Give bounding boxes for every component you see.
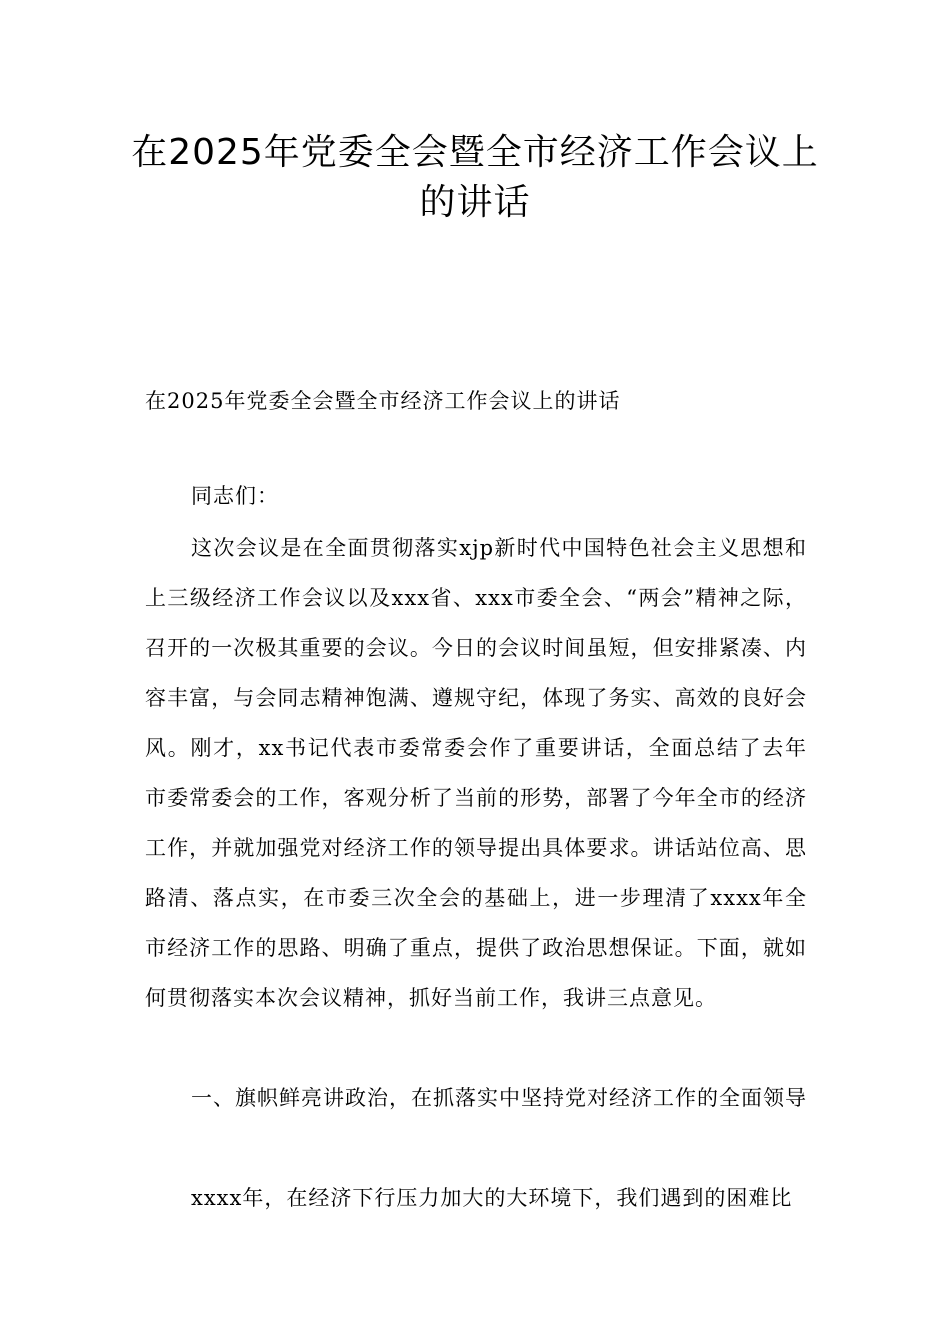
document-title: 在2025年党委全会暨全市经济工作会议上的讲话 [131, 132, 819, 223]
document-subtitle: 在2025年党委全会暨全市经济工作会议上的讲话 [145, 389, 621, 413]
greeting: 同志们： [191, 484, 279, 508]
section-paragraph: xxxx年，在经济下行压力加大的大环境下，我们遇到的困难比 [191, 1186, 793, 1210]
section-heading: 一、旗帜鲜亮讲政治，在抓落实中坚持党对经济工作的全面领导 [191, 1086, 807, 1110]
opening-paragraph: 这次会议是在全面贯彻落实xjp新时代中国特色社会主义思想和上三级经济工作会议以及xxx省、xxx市委全会、“两会”精神之际，召开的一次极其重要的会议。今日的会议时间虽短，但安排紧凑、内容丰富，与会同志精神饱满、遵规守纪，体现了务实、高效的良好会风。刚才，xx书记代表市委常委会作了重要讲话，全面总结了去年市委常委会的工作，客观分析了当前的形势，部署了今年全市的经济工作，并就加强党对经济工作的领导提出具体要求。讲话站位高、思路清、落点实，在市委三次全会的基础上，进一步理清了xxxx年全市经济工作的思路、明确了重点，提供了政治思想保证。下面，就如何贯彻落实本次会议精神，抓好当前工作，我讲三点意见。 [145, 536, 807, 1010]
